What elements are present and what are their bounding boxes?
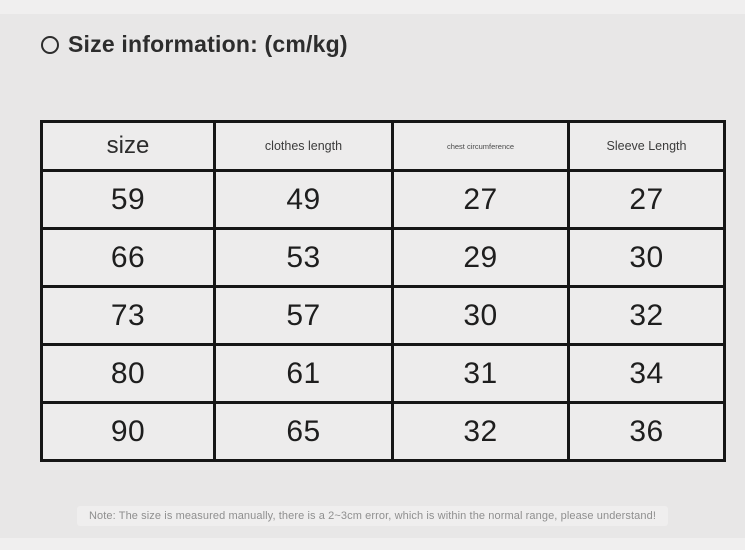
column-header-sleeve-length: Sleeve Length bbox=[569, 122, 725, 171]
bottom-section-edge bbox=[0, 538, 745, 550]
size-table bbox=[40, 120, 726, 462]
table-row bbox=[42, 345, 725, 403]
table-cell-length: 61 bbox=[215, 345, 393, 403]
table-cell-chest: 32 bbox=[393, 403, 569, 461]
column-header-chest-circumference: chest circumference bbox=[393, 122, 569, 171]
table-cell-length: 53 bbox=[215, 229, 393, 287]
table-cell-sleeve: 27 bbox=[569, 171, 725, 229]
table-cell-length: 57 bbox=[215, 287, 393, 345]
section-title-row bbox=[41, 31, 348, 58]
table-cell-sleeve: 32 bbox=[569, 287, 725, 345]
table-cell-size: 80 bbox=[42, 345, 215, 403]
table-cell-chest: 31 bbox=[393, 345, 569, 403]
table-row bbox=[42, 403, 725, 461]
measurement-note: Note: The size is measured manually, there is a 2~3cm error, which is within the normal range, please understand! bbox=[77, 506, 668, 526]
table-row bbox=[42, 229, 725, 287]
table-cell-size: 73 bbox=[42, 287, 215, 345]
table-cell-chest: 29 bbox=[393, 229, 569, 287]
circle-bullet-icon bbox=[41, 36, 59, 54]
table-cell-sleeve: 30 bbox=[569, 229, 725, 287]
table-cell-length: 65 bbox=[215, 403, 393, 461]
table-row bbox=[42, 171, 725, 229]
table-row bbox=[42, 287, 725, 345]
column-header-size: size bbox=[42, 122, 215, 171]
note-row bbox=[0, 506, 745, 526]
table-cell-size: 66 bbox=[42, 229, 215, 287]
table-header-row bbox=[42, 122, 725, 171]
table-cell-chest: 30 bbox=[393, 287, 569, 345]
column-header-clothes-length: clothes length bbox=[215, 122, 393, 171]
table-cell-size: 59 bbox=[42, 171, 215, 229]
table-cell-length: 49 bbox=[215, 171, 393, 229]
table-cell-sleeve: 34 bbox=[569, 345, 725, 403]
top-section-edge bbox=[0, 0, 745, 14]
section-title: Size information: (cm/kg) bbox=[68, 31, 348, 57]
table-cell-chest: 27 bbox=[393, 171, 569, 229]
table-cell-sleeve: 36 bbox=[569, 403, 725, 461]
table-cell-size: 90 bbox=[42, 403, 215, 461]
